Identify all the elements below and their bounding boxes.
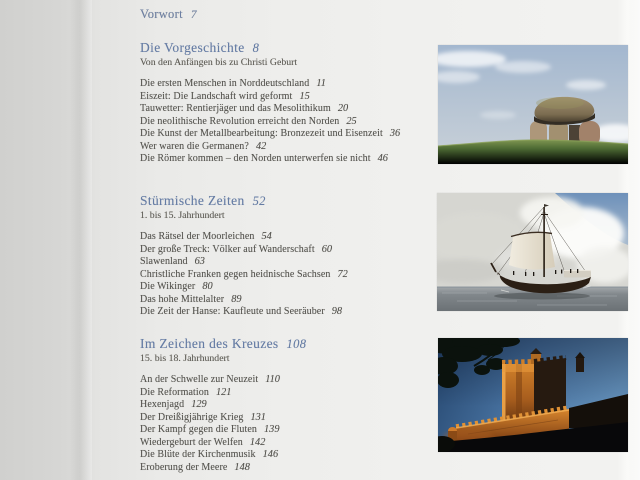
toc-entry-page: 54 [261,231,272,242]
toc-entry-label: Der große Treck: Völker auf Wanderschaft [140,243,315,255]
toc-entry-page: 20 [337,103,349,114]
section-subtitle: 15. bis 18. Jahrhundert [140,353,230,364]
section-title-row [140,336,445,352]
megalithic-tomb-illustration [438,45,628,164]
section-title-row [140,193,445,209]
toc-preface-row [140,7,197,22]
toc-entry [140,281,445,294]
toc-entry-label: Die Wikinger [140,281,196,292]
toc-entry-page: 46 [377,153,388,164]
toc-entry-label: Eroberung der Meere [140,461,228,473]
toc-entry [140,103,445,116]
toc-entry-page: 89 [231,293,242,305]
toc-entry-page: 110 [265,374,280,385]
toc-entry-page: 131 [250,411,266,423]
toc-entry-page: 72 [337,268,348,280]
toc-entry [140,91,445,104]
toc-entry-page: 36 [389,128,401,139]
toc-entry-label: Die Kunst der Metallbearbeitung: Bronzezeit und Eisenzeit [140,128,383,139]
toc-entry-page: 121 [215,386,232,398]
mast [543,207,545,277]
toc-entry-label: Der Kampf gegen die Fluten [140,424,258,435]
toc-entry-label: Die Zeit der Hanse: Kaufleute und Seeräuber [140,306,325,317]
section-title: Stürmische Zeiten [140,193,245,208]
toc-entry-page: 98 [331,306,343,317]
section-page-number: 52 [252,194,266,208]
toc-entry [140,437,445,450]
toc-entry-label: Der Dreißigjährige Krieg [140,411,244,423]
sailing-ship-illustration [437,193,628,311]
toc-section-vorgeschichte [140,40,445,166]
hull-reflection [494,293,590,300]
section-title-row [140,40,445,56]
toc-entry-page: 60 [321,243,333,255]
toc-entry-label: An der Schwelle zur Neuzeit [140,374,259,385]
toc-entry-page: 148 [234,461,250,473]
toc-entry-page: 15 [299,90,310,102]
section-page-number: 108 [286,337,307,351]
square-sail [509,233,555,270]
toc-entry [140,387,445,400]
toc-entry [140,412,445,425]
toc-entry-label: Christliche Franken gegen heidnische Sachsen [140,268,331,280]
toc-entry [140,153,445,166]
toc-entry-page: 11 [316,78,326,89]
castle-illustration [438,338,628,452]
castle-at-dusk-photo [438,338,628,452]
toc-entry-label: Wer waren die Germanen? [140,140,249,152]
toc-entry-page: 139 [264,424,280,435]
toc-entry [140,78,445,91]
toc-entry-label: Die ersten Menschen in Norddeutschland [140,78,310,89]
page-edge [630,0,640,480]
preface-label: Vorwort [140,7,183,21]
section-title: Im Zeichen des Kreuzes [140,336,279,351]
capstone-moss [536,97,584,109]
toc-entry [140,244,445,257]
section-entry-list [140,78,445,166]
toc-entry-label: Das hohe Mittelalter [140,293,225,305]
toc-entry [140,399,445,412]
toc-entry-label: Eiszeit: Die Landschaft wird geformt [140,90,293,102]
toc-entry [140,269,445,282]
section-entry-list [140,374,445,474]
preface-page-number: 7 [190,9,197,21]
toc-entry-label: Hexenjagd [140,399,185,410]
toc-entry [140,231,445,244]
toc-entry-label: Slawenland [140,256,188,267]
toc-entry-label: Wiedergeburt der Welfen [140,436,243,448]
toc-entry-page: 146 [262,449,279,460]
toc-entry [140,128,445,141]
toc-entry-label: Das Rätsel der Moorleichen [140,231,255,242]
toc-entry-page: 63 [194,256,205,267]
toc-entry-label: Die Blüte der Kirchenmusik [140,449,256,460]
toc-entry-label: Die neolithische Revolution erreicht den Norden [140,115,340,127]
toc-section-stuermische-zeiten [140,193,445,319]
toc-entry-page: 80 [202,281,213,292]
toc-entry [140,294,445,307]
section-subtitle: Von den Anfängen bis zu Christi Geburt [140,57,298,68]
toc-entry [140,116,445,129]
page-gutter-seam [70,0,92,480]
sailing-cog-photo [437,193,628,311]
toc-entry [140,462,445,475]
section-entry-list [140,231,445,319]
toc-entry [140,306,445,319]
masthead-bar [541,214,548,215]
toc-entry [140,424,445,437]
toc-entry [140,256,445,269]
megalithic-tomb-photo [438,45,628,164]
toc-entry-page: 42 [255,140,267,152]
section-subtitle: 1. bis 15. Jahrhundert [140,210,225,221]
toc-entry-page: 25 [346,115,357,127]
toc-section-im-zeichen-des-kreuzes [140,336,445,474]
toc-entry-page: 142 [249,436,266,448]
toc-entry-page: 129 [191,399,207,410]
toc-entry-label: Die Römer kommen – den Norden unterwerfen sie nicht [140,153,371,164]
toc-entry-label: Tauwetter: Rentierjäger und das Mesolithikum [140,103,331,114]
toc-entry [140,449,445,462]
toc-entry [140,374,445,387]
toc-entry-label: Die Reformation [140,386,209,398]
toc-entry [140,141,445,154]
section-title: Die Vorgeschichte [140,40,245,55]
section-page-number: 8 [252,41,260,55]
